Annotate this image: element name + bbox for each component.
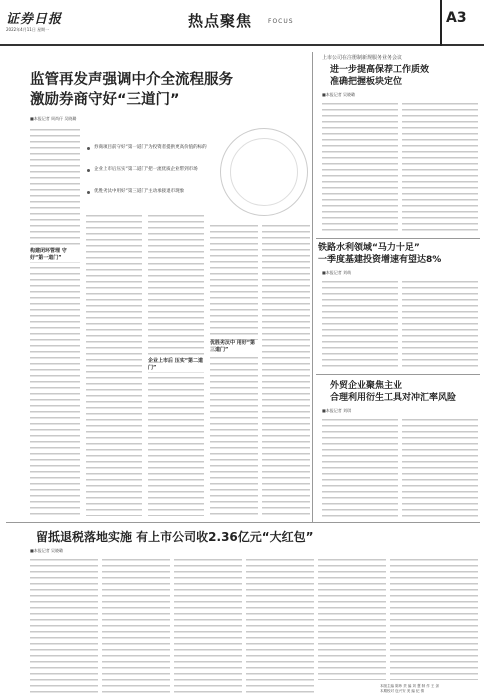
right-top-byline: ■本报记者 吴晓璐 (322, 92, 356, 97)
lead-subhead-2: 企业上市后 压实“第二道门” (148, 358, 204, 371)
bottom-byline: ■本报记者 吴晓璐 (30, 548, 64, 553)
credits-line-2: 本期校对 包兴安 美 编 纪 倩 (380, 688, 425, 693)
summary-box (86, 143, 219, 207)
lead-column-4 (210, 222, 258, 516)
summary-bullet-3: 优胜劣汰中用好“第三道门”主动承接退市现象 (94, 189, 212, 195)
right-mid-byline: ■本报记者 刘萌 (322, 270, 352, 275)
page-credits (380, 684, 480, 693)
bottom-story-rule (6, 522, 480, 523)
right-mid-column-1 (322, 278, 398, 370)
right-top-kicker: 上市公司在注册制新规服务业务会议 (322, 55, 403, 61)
bullet-icon (87, 169, 90, 172)
right-top-headline (330, 64, 429, 88)
right-rule-2 (316, 374, 480, 375)
date-line: 2022年4月11日 星期一 (6, 27, 50, 32)
section-english: FOCUS (268, 18, 294, 25)
right-mid-headline-line2: 一季度基建投资增速有望达8% (318, 255, 442, 265)
bottom-column-2 (102, 556, 170, 696)
credits-line-1: 本版主编 陈炜 责 编 刘 慧 制 作 王 剑 (380, 684, 440, 688)
summary-bullet-1: 券商项目前守好“第一道门”为投资者提供更高价值的标的 (94, 145, 212, 151)
right-mid-column-2 (402, 278, 478, 370)
bullet-icon (87, 147, 90, 150)
lead-headline-line1: 监管再发声强调中介全流程服务 (30, 72, 233, 88)
lead-byline: ■本报记者 周尚仔 吴晓璐 (30, 116, 77, 121)
right-low-column-1 (322, 416, 398, 518)
right-top-headline-line2: 准确把握板块定位 (330, 77, 403, 87)
lead-headline (30, 70, 290, 110)
right-low-byline: ■本报记者 刘琪 (322, 408, 352, 413)
right-top-column-2 (402, 100, 478, 234)
column-divider-main (312, 52, 313, 522)
right-top-headline-line1: 进一步提高保荐工作质效 (330, 65, 430, 75)
decorative-circle-inner (230, 138, 298, 206)
bottom-column-1 (30, 556, 98, 696)
bullet-icon (87, 191, 90, 194)
bottom-column-6 (390, 556, 478, 680)
lead-subhead-1: 构建闭环管理 守好“第一道门” (30, 248, 80, 262)
section-title: 热点聚焦 (188, 12, 253, 30)
lead-headline-line2: 激励券商守好“三道门” (30, 92, 180, 108)
bottom-column-4 (246, 556, 314, 696)
right-low-column-2 (402, 416, 478, 518)
newspaper-logo: 证券日报 (6, 12, 63, 27)
lead-column-2 (86, 212, 142, 516)
lead-subhead-3: 优胜劣汰中 用好“第三道门” (210, 340, 258, 354)
right-mid-headline-line1: 铁路水利领域“马力十足” (318, 243, 420, 253)
right-low-headline-line2: 合理利用衍生工具对冲汇率风险 (330, 393, 457, 403)
lead-column-5 (262, 222, 310, 516)
masthead-divider (440, 0, 442, 46)
bottom-headline: 留抵退税落地实施 有上市公司收2.36亿元“大红包” (36, 530, 314, 544)
masthead (0, 0, 484, 46)
lead-column-1 (30, 126, 80, 516)
right-low-headline-line1: 外贸企业聚焦主业 (330, 381, 403, 391)
right-rule-1 (316, 238, 480, 239)
bottom-column-3 (174, 556, 242, 696)
right-mid-headline (318, 242, 441, 266)
bottom-column-5 (318, 556, 386, 680)
summary-bullet-2: 企业上市后压实“第二道门”把一流优质企业带到市场 (94, 167, 212, 173)
right-low-headline (330, 380, 456, 404)
right-top-column-1 (322, 100, 398, 234)
page-number: A3 (446, 10, 467, 26)
